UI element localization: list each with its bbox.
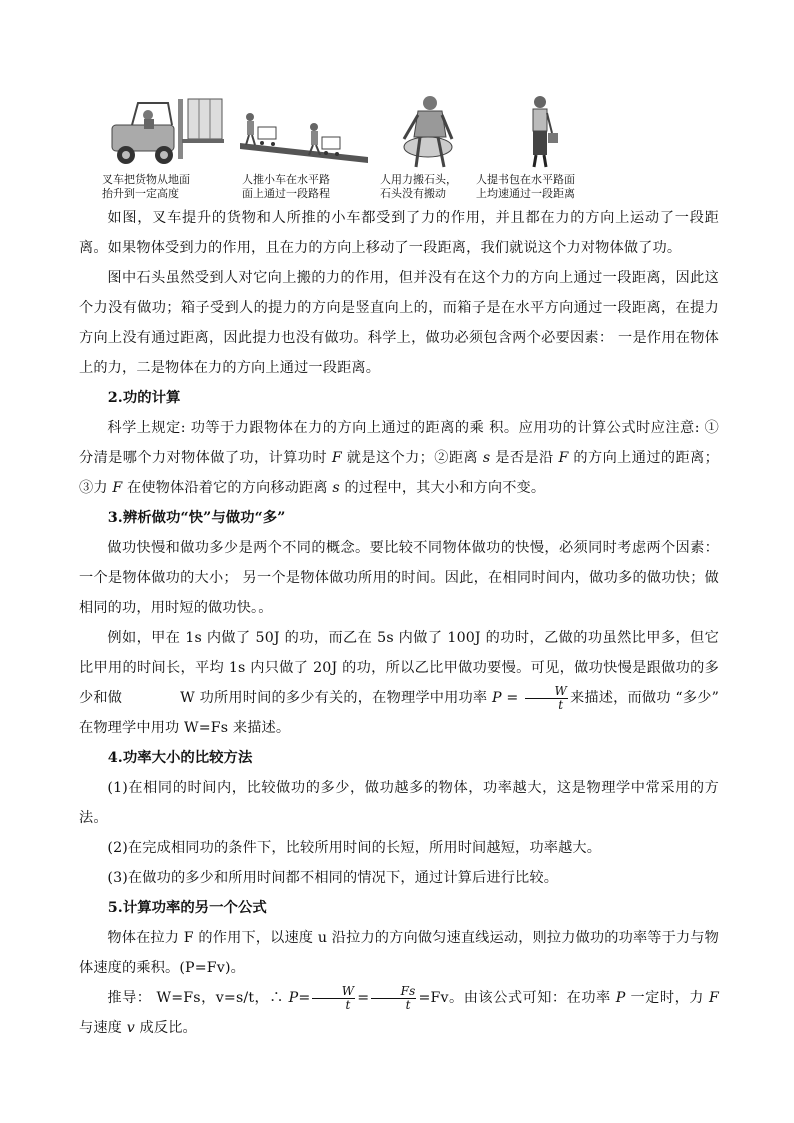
paragraph-power-example bbox=[79, 623, 719, 743]
symbol-P: P bbox=[491, 690, 502, 706]
section-heading-power-comparison: 4.功率大小的比较方法 bbox=[107, 749, 253, 766]
paragraph-fast-vs-more: 做功快慢和做功多少是两个不同的概念。要比较不同物体做功的快慢，必须同时考虑两个因素： 一个是物体做功的大小； 另一个是物体做功所用的时间。因此，在相同时间内，做功多的做功快；做相同的功，用时短的做功快。。 bbox=[79, 540, 719, 616]
list-item: (3)在做功的多少和所用时间都不相同的情况下，通过计算后进行比较。 bbox=[107, 870, 559, 886]
text-run: 一定时，力 bbox=[625, 990, 709, 1006]
paragraph-power-formula: 物体在拉力 F 的作用下，以速度 u 沿拉力的方向做匀速直线运动，则拉力做功的功率等于力与物体速度的乘积。(P=Fv)。 bbox=[79, 930, 719, 976]
fraction-denominator: t bbox=[345, 997, 351, 1012]
equals-sign: = bbox=[357, 990, 370, 1006]
section-heading-fast-vs-more: 3.辨析做功“快”与做功“多” bbox=[107, 509, 286, 526]
illustration-strip bbox=[90, 93, 610, 203]
figure-caption-stone bbox=[380, 173, 457, 201]
symbol-s: s bbox=[332, 480, 340, 496]
list-item: (2)在完成相同功的条件下，比较所用时间的长短，所用时间越短，功率越大。 bbox=[107, 840, 602, 856]
equals-sign: = bbox=[298, 990, 311, 1006]
text-run: 就是这个力；②距离 bbox=[341, 450, 483, 466]
section-heading-work-calculation: 2.功的计算 bbox=[107, 389, 181, 406]
caption-line: 人用力搬石头， bbox=[380, 173, 457, 186]
bag-carry-illustration bbox=[520, 95, 560, 169]
stone-lift-illustration bbox=[394, 93, 464, 169]
text-run: 推导： W=Fs，v=s/t，∴ bbox=[107, 990, 289, 1006]
caption-line: 叉车把货物从地面 bbox=[102, 173, 190, 186]
paragraph-derivation bbox=[79, 983, 719, 1043]
forklift-illustration bbox=[102, 95, 234, 167]
symbol-v: v bbox=[126, 1020, 135, 1036]
text-run: =Fv。由该公式可知：在功率 bbox=[418, 990, 616, 1006]
symbol-F: F bbox=[331, 450, 342, 466]
paragraph-work-definition: 如图，叉车提升的货物和人所推的小车都受到了力的作用，并且都在力的方向上运动了一段距离。如果物体受到力的作用，且在力的方向上移动了一段距离，我们就说这个力对物体做了功。 bbox=[79, 210, 719, 256]
figure-caption-bag bbox=[476, 173, 575, 201]
symbol-F: F bbox=[558, 450, 569, 466]
text-run: 是否是沿 bbox=[490, 450, 559, 466]
caption-line: 人提书包在水平路面 bbox=[476, 173, 575, 186]
symbol-F: F bbox=[709, 990, 719, 1006]
text-run: 所用时间的多少有关的，在物理学中用功率 bbox=[213, 690, 492, 706]
text-run: 例如，甲在 1s 内做了 50J 的功，而乙在 5s 内做了 100J 的功时，乙做的功虽然比甲多，但它比甲用的时间长，平均 1s 内只做了 20J 的功，所以乙比甲做功要慢。可见，做功快慢是跟做功的多少和做 bbox=[79, 630, 719, 706]
list-item: (1)在相同的时间内，比较做功的多少，做功越多的物体，功率越大，这是物理学中常采用的方法。 bbox=[79, 780, 719, 826]
text-run: 科学上规定: 功等于力跟物体在力的方向上通过的距离的乘 积。应用功的计算公式时应注意: ①分清是哪个力对物体做了功，计算功时 bbox=[79, 420, 719, 466]
fraction-numerator: Fs bbox=[371, 985, 416, 999]
cart-push-illustration bbox=[240, 103, 368, 163]
paragraph-no-work-examples: 图中石头虽然受到人对它向上搬的力的作用，但并没有在这个力的方向上通过一段距离，因此这个力没有做功；箱子受到人的提力的方向是竖直向上的，而箱子是在水平方向通过一段距离，在提力方向上没有通过距离，因此提力也没有做功。科学上，做功必须包含两个必要因素： 一是作用在物体上的力，二是物体在力的方向上通过一段距离。 bbox=[79, 270, 719, 376]
fraction-W-over-t bbox=[525, 685, 568, 712]
text-run: 的过程中，其大小和方向不变。 bbox=[339, 480, 546, 496]
fraction-denominator: t bbox=[405, 997, 411, 1012]
fraction-denominator: t bbox=[558, 697, 564, 712]
equals-sign: = bbox=[501, 690, 524, 706]
fraction-Fs-over-t bbox=[371, 985, 416, 1012]
fraction-W-over-t bbox=[312, 985, 355, 1012]
caption-line: 上均速通过一段距离 bbox=[476, 187, 575, 200]
text-run: 成反比。 bbox=[134, 1020, 197, 1036]
section-heading-power-formula: 5.计算功率的另一个公式 bbox=[107, 899, 267, 916]
symbol-P: P bbox=[615, 990, 626, 1006]
text-run: 在使物体沿着它的方向移动距离 bbox=[122, 480, 333, 496]
figure-caption-forklift bbox=[102, 173, 190, 201]
caption-line: 石头没有搬动 bbox=[380, 187, 446, 200]
symbol-P: P bbox=[288, 990, 299, 1006]
caption-line: 抬升到一定高度 bbox=[102, 187, 179, 200]
fraction-numerator: W bbox=[525, 685, 568, 699]
figure-caption-cart bbox=[242, 173, 330, 201]
paragraph-work-calculation bbox=[79, 413, 719, 503]
text-run: W 功 bbox=[180, 690, 214, 706]
text-run: 与速度 bbox=[79, 1020, 127, 1036]
symbol-F: F bbox=[112, 480, 123, 496]
text-run: 来描述，而做功 “多少” 在物理学中用功 W=Fs 来描述。 bbox=[79, 690, 720, 736]
caption-line: 人推小车在水平路 bbox=[242, 173, 330, 186]
fraction-numerator: W bbox=[312, 985, 355, 999]
caption-line: 面上通过一段路程 bbox=[242, 187, 330, 200]
body-text bbox=[79, 203, 719, 1043]
text-run: 的方向上通过的距离；③力 bbox=[79, 450, 720, 496]
symbol-s: s bbox=[482, 450, 491, 466]
